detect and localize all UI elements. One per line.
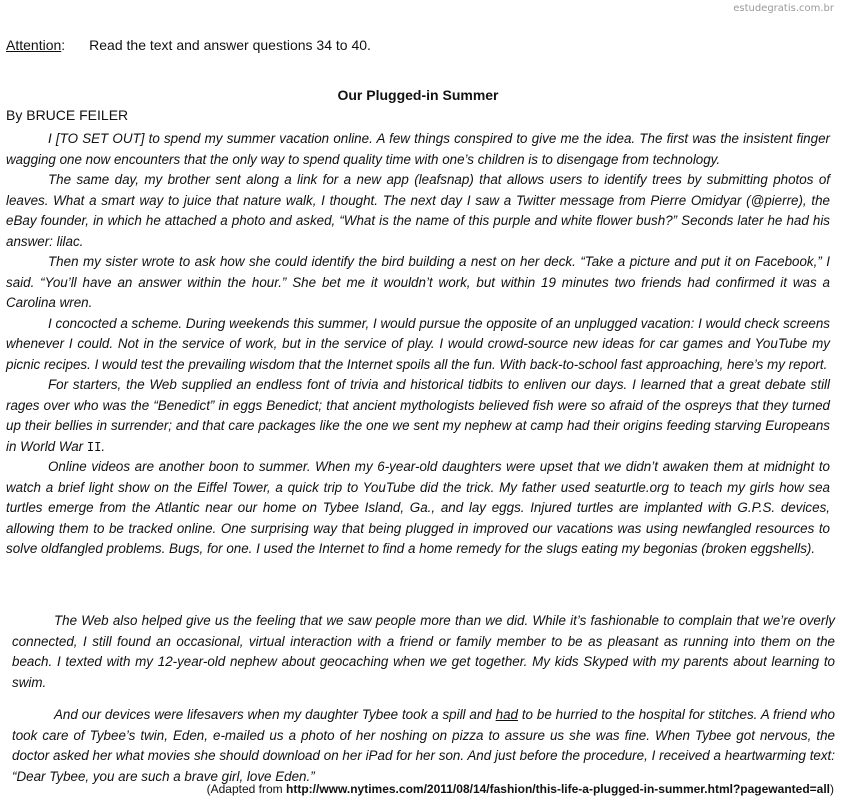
attention-label: Attention [6, 37, 62, 53]
paragraph-5-end: . [101, 438, 106, 454]
paragraph-8 [12, 705, 835, 787]
roman-numeral-ii: II [86, 439, 102, 454]
paragraph-6: Online videos are another boon to summer. When my 6-year-old daughters were upset that we didn’t awaken them at midnight to watch a brief light show on the Eiffel Tower, a quick trip to YouTube did the trick. My father used seaturtle.org to teach my girls how sea turtles emerge from the Atlantic near our home on Tybee Island, Ga., and lay eggs. Injured turtles are implanted with G.P.S. devices, allowing them to be tracked online. One surprising way that being plugged in improved our vacations was using newfangled resources to solve oldfangled problems. Bugs, for one. I used the Internet to find a home remedy for the slugs eating my begonias (broken eggshells). [6, 459, 830, 556]
paragraph-5-text: For starters, the Web supplied an endless font of trivia and historical tidbits to enliven our days. I learned that a great debate still rages over who was the “Benedict” in eggs Benedict; that ancient mythologists believed fish were so afraid of the ospreys that they turned up their bellies in surrender; and that care packages like the one we sent my nephew at camp had their origins feeding starving Europeans in World War [6, 377, 830, 454]
source-prefix: (Adapted from [206, 782, 286, 796]
source-suffix: ) [830, 782, 834, 796]
article-body-part-1 [6, 129, 830, 560]
source-url: http://www.nytimes.com/2011/08/14/fashion/this-life-a-plugged-in-summer.html?pagewanted=all [286, 782, 830, 796]
article-title: Our Plugged-in Summer [337, 87, 499, 103]
paragraph-2: The same day, my brother sent along a link for a new app (leafsnap) that allows users to identify trees by submitting photos of leaves. What a smart way to juice that nature walk, I thought. The next day I saw a Twitter message from Pierre Omidyar (@pierre), the eBay founder, in which he attached a photo and asked, “What is the name of this purple and white flower bush?” Seconds later he had his answer: lilac. [6, 172, 830, 249]
attention-instruction [6, 37, 371, 53]
paragraph-4: I concocted a scheme. During weekends this summer, I would pursue the opposite of an unplugged vacation: I would check screens whenever I could. Not in the service of work, but in the service of play. I would crowd-source new ideas for car games and YouTube my picnic recipes. I would test the prevailing wisdom that the Internet spoils all the fun. With back-to-school fast approaching, here’s my report. [6, 315, 830, 372]
paragraph-7: The Web also helped give us the feeling that we saw people more than we did. While it’s fashionable to complain that we’re overly connected, I still found an occasional, virtual interaction with a friend or family member to be as pleasant as running into them on the beach. I texted with my 12-year-old nephew about geocaching when we get together. My kids Skyped with my parents about learning to swim. [12, 613, 835, 690]
article-byline: By BRUCE FEILER [6, 107, 129, 123]
attention-colon: : [61, 37, 66, 53]
watermark: estudegratis.com.br [733, 3, 834, 14]
article-body-part-2 [12, 611, 835, 787]
paragraph-5 [6, 375, 830, 457]
paragraph-3: Then my sister wrote to ask how she could identify the bird building a nest on her deck. “Take a picture and put it on Facebook,” I said. “You’ll have an answer within the hour.” She bet me it wouldn’t work, but within 19 minutes two friends had confirmed it was a Carolina wren. [6, 254, 830, 310]
underlined-word-had: had [495, 707, 518, 722]
source-citation [207, 782, 834, 796]
attention-text: Read the text and answer questions 34 to 40. [89, 37, 371, 53]
paragraph-8-text: And our devices were lifesavers when my daughter Tybee took a spill and [54, 707, 496, 722]
paragraph-8-end: to be hurried to the hospital for stitches. A friend who took care of Tybee’s twin, Eden, e-mailed us a photo of her noshing on pizza to assure us she was fine. When Tybee got nervous, the doctor asked her what movies she should download on her iPad for her son. And just before the procedure, I received a heartwarming text: “Dear Tybee, you are such a brave girl, love Eden.” [12, 707, 835, 784]
paragraph-1: I [TO SET OUT] to spend my summer vacation online. A few things conspired to give me the idea. The first was the insistent finger wagging one now encounters that the only way to spend quality time with one’s children is to disengage from technology. [6, 131, 830, 167]
